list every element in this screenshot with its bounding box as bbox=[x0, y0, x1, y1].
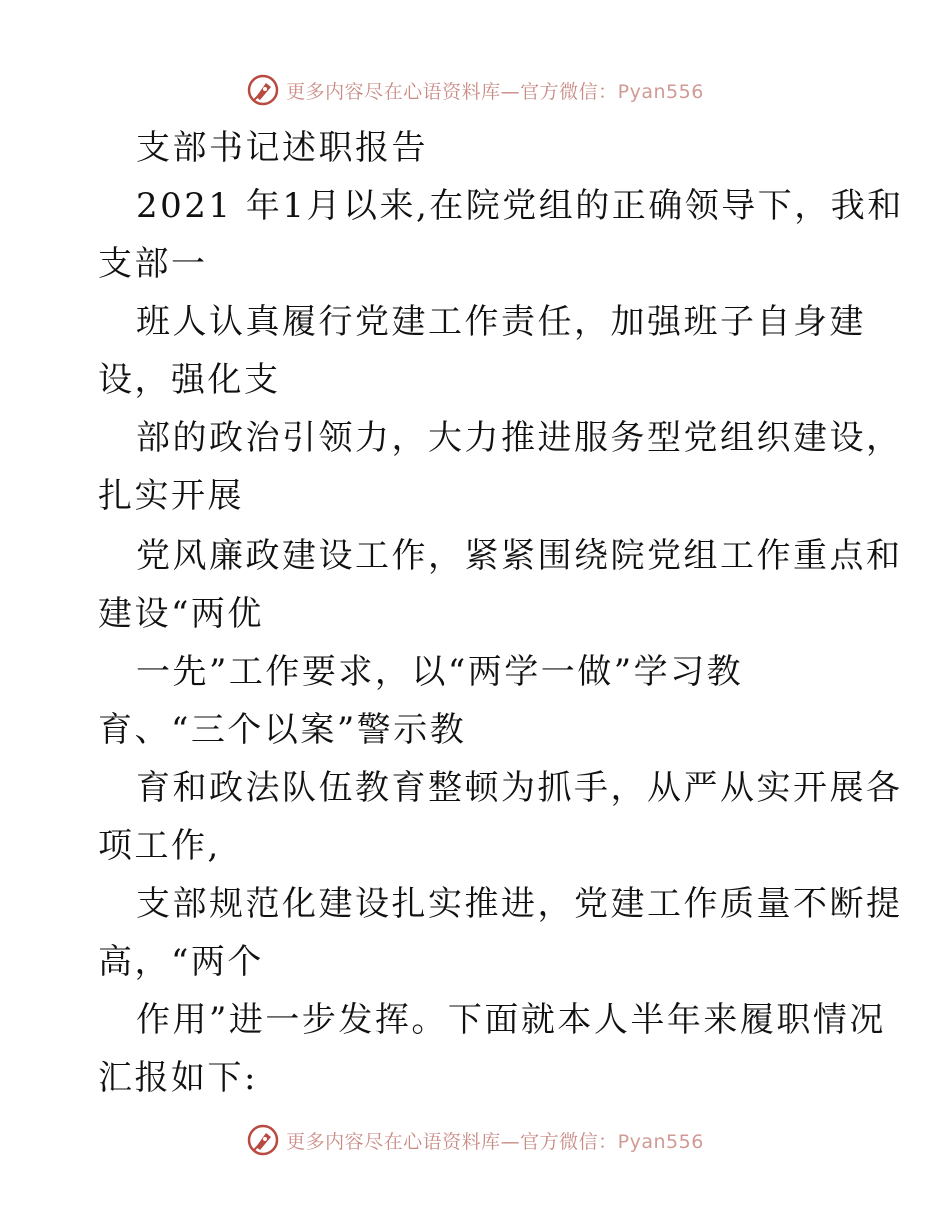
pen-nib-logo-icon bbox=[246, 73, 280, 107]
paragraph-line: 作用”进一步发挥。下面就本人半年来履职情况 bbox=[136, 1000, 886, 1040]
watermark-wechat-id: Pyan556 bbox=[617, 1130, 704, 1153]
paragraph-line: 建设“两优 bbox=[98, 594, 264, 634]
paragraph-line: 党风廉政建设工作，紧紧围绕院党组工作重点和 bbox=[136, 536, 903, 576]
paragraph-line: 设，强化支 bbox=[98, 360, 281, 400]
paragraph-line: 扎实开展 bbox=[98, 476, 244, 516]
paragraph-line: 班人认真履行党建工作责任，加强班子自身建 bbox=[136, 302, 866, 342]
paragraph-line: 2021 年1月以来,在院党组的正确领导下，我和 bbox=[136, 186, 904, 226]
paragraph-line: 一先”工作要求，以“两学一做”学习教 bbox=[136, 652, 744, 692]
paragraph-line: 育、“三个以案”警示教 bbox=[98, 710, 467, 750]
paragraph-line: 支部规范化建设扎实推进，党建工作质量不断提 bbox=[136, 884, 903, 924]
watermark-text: 更多内容尽在心语资料库—官方微信：Pyan556 bbox=[286, 80, 704, 103]
pen-nib-logo-icon bbox=[246, 1123, 280, 1157]
footer-watermark bbox=[0, 1120, 950, 1160]
watermark-text: 更多内容尽在心语资料库—官方微信：Pyan556 bbox=[286, 1130, 704, 1153]
paragraph-line: 高，“两个 bbox=[98, 942, 264, 982]
paragraph-line: 支部一 bbox=[98, 244, 208, 284]
document-title: 支部书记述职报告 bbox=[136, 128, 428, 168]
header-watermark bbox=[0, 70, 950, 110]
watermark-wechat-id: Pyan556 bbox=[617, 80, 704, 103]
paragraph-line: 汇报如下: bbox=[98, 1058, 258, 1098]
paragraph-line: 育和政法队伍教育整顿为抓手，从严从实开展各 bbox=[136, 768, 903, 808]
paragraph-line: 项工作, bbox=[98, 826, 221, 866]
paragraph-line: 部的政治引领力，大力推进服务型党组织建设， bbox=[136, 418, 903, 458]
